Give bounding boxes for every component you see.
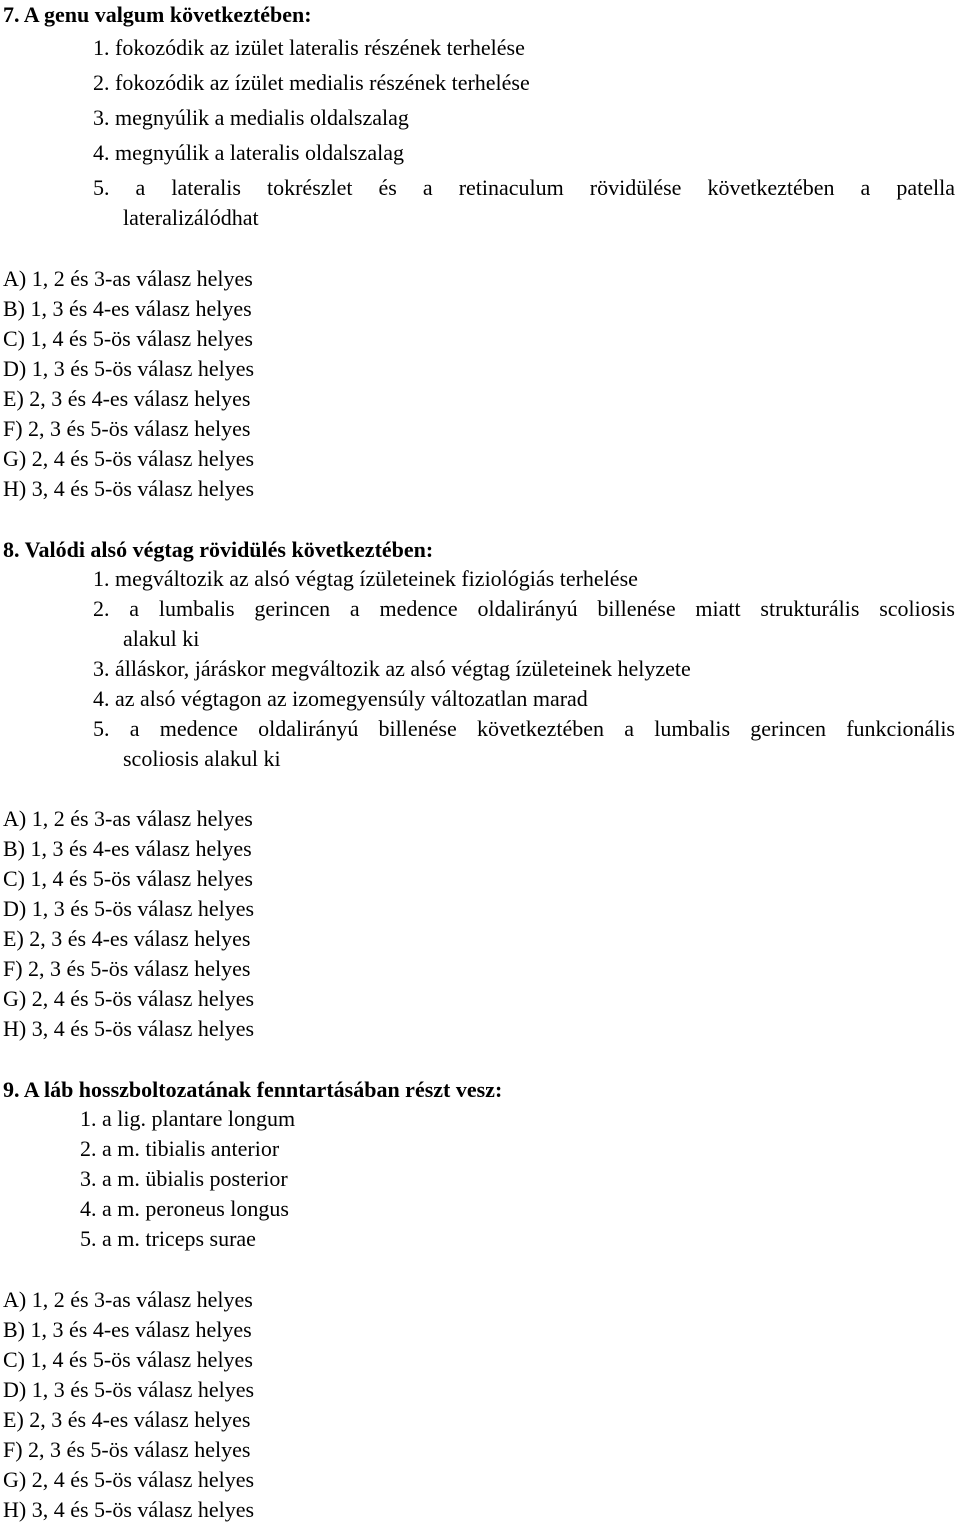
statement-item: 2. fokozódik az ízület medialis részének terhelése: [93, 70, 530, 95]
statement-item: 3. álláskor, járáskor megváltozik az alsó végtag ízületeinek helyzete: [93, 656, 691, 681]
answer-option: H) 3, 4 és 5-ös válasz helyes: [3, 476, 255, 501]
statement-item-continuation: scoliosis alakul ki: [123, 746, 281, 771]
answer-option: D) 1, 3 és 5-ös válasz helyes: [3, 1377, 255, 1402]
answer-option: B) 1, 3 és 4-es válasz helyes: [3, 296, 252, 321]
question-title: 7. A genu valgum következtében:: [3, 2, 312, 27]
statement-item: 1. fokozódik az izület lateralis részének terhelése: [93, 35, 525, 60]
answer-option: H) 3, 4 és 5-ös válasz helyes: [3, 1497, 255, 1522]
statement-item: 2. a lumbalis gerincen a medence oldalirányú billenése miatt strukturális scoliosis: [93, 596, 955, 621]
statement-item: 3. a m. übialis posterior: [80, 1166, 288, 1191]
statement-item: 4. a m. peroneus longus: [80, 1196, 289, 1221]
statement-item: 2. a m. tibialis anterior: [80, 1136, 280, 1161]
question-title: 9. A láb hosszboltozatának fenntartásában részt vesz:: [3, 1077, 503, 1102]
answer-option: D) 1, 3 és 5-ös válasz helyes: [3, 356, 255, 381]
answer-option: F) 2, 3 és 5-ös válasz helyes: [3, 1437, 251, 1462]
statement-item: 5. a medence oldalirányú billenése következtében a lumbalis gerincen funkcionális: [93, 716, 955, 741]
answer-option: C) 1, 4 és 5-ös válasz helyes: [3, 1347, 253, 1372]
answer-option: B) 1, 3 és 4-es válasz helyes: [3, 1317, 252, 1342]
answer-option: D) 1, 3 és 5-ös válasz helyes: [3, 896, 255, 921]
question-title: 8. Valódi alsó végtag rövidülés következtében:: [3, 537, 434, 562]
answer-option: F) 2, 3 és 5-ös válasz helyes: [3, 416, 251, 441]
answer-option: C) 1, 4 és 5-ös válasz helyes: [3, 866, 253, 891]
statement-item: 5. a m. triceps surae: [80, 1226, 256, 1251]
answer-option: E) 2, 3 és 4-es válasz helyes: [3, 926, 251, 951]
statement-item: 3. megnyúlik a medialis oldalszalag: [93, 105, 409, 130]
answer-option: F) 2, 3 és 5-ös válasz helyes: [3, 956, 251, 981]
answer-option: G) 2, 4 és 5-ös válasz helyes: [3, 986, 255, 1011]
statement-item-continuation: lateralizálódhat: [123, 205, 259, 230]
statement-item: 1. megváltozik az alsó végtag ízületeinek fiziológiás terhelése: [93, 566, 638, 591]
answer-option: A) 1, 2 és 3-as válasz helyes: [3, 266, 253, 291]
answer-option: A) 1, 2 és 3-as válasz helyes: [3, 1287, 253, 1312]
statement-item: 4. az alsó végtagon az izomegyensúly változatlan marad: [93, 686, 588, 711]
answer-option: G) 2, 4 és 5-ös válasz helyes: [3, 1467, 255, 1492]
answer-option: C) 1, 4 és 5-ös válasz helyes: [3, 326, 253, 351]
answer-option: G) 2, 4 és 5-ös válasz helyes: [3, 446, 255, 471]
statement-item: 1. a lig. plantare longum: [80, 1106, 296, 1131]
answer-option: H) 3, 4 és 5-ös válasz helyes: [3, 1016, 255, 1041]
statement-item-continuation: alakul ki: [123, 626, 200, 651]
statement-item: 5. a lateralis tokrészlet és a retinaculum rövidülése következtében a patella: [93, 175, 955, 200]
statement-item: 4. megnyúlik a lateralis oldalszalag: [93, 140, 404, 165]
answer-option: B) 1, 3 és 4-es válasz helyes: [3, 836, 252, 861]
answer-option: E) 2, 3 és 4-es válasz helyes: [3, 1407, 251, 1432]
answer-option: E) 2, 3 és 4-es válasz helyes: [3, 386, 251, 411]
answer-option: A) 1, 2 és 3-as válasz helyes: [3, 806, 253, 831]
